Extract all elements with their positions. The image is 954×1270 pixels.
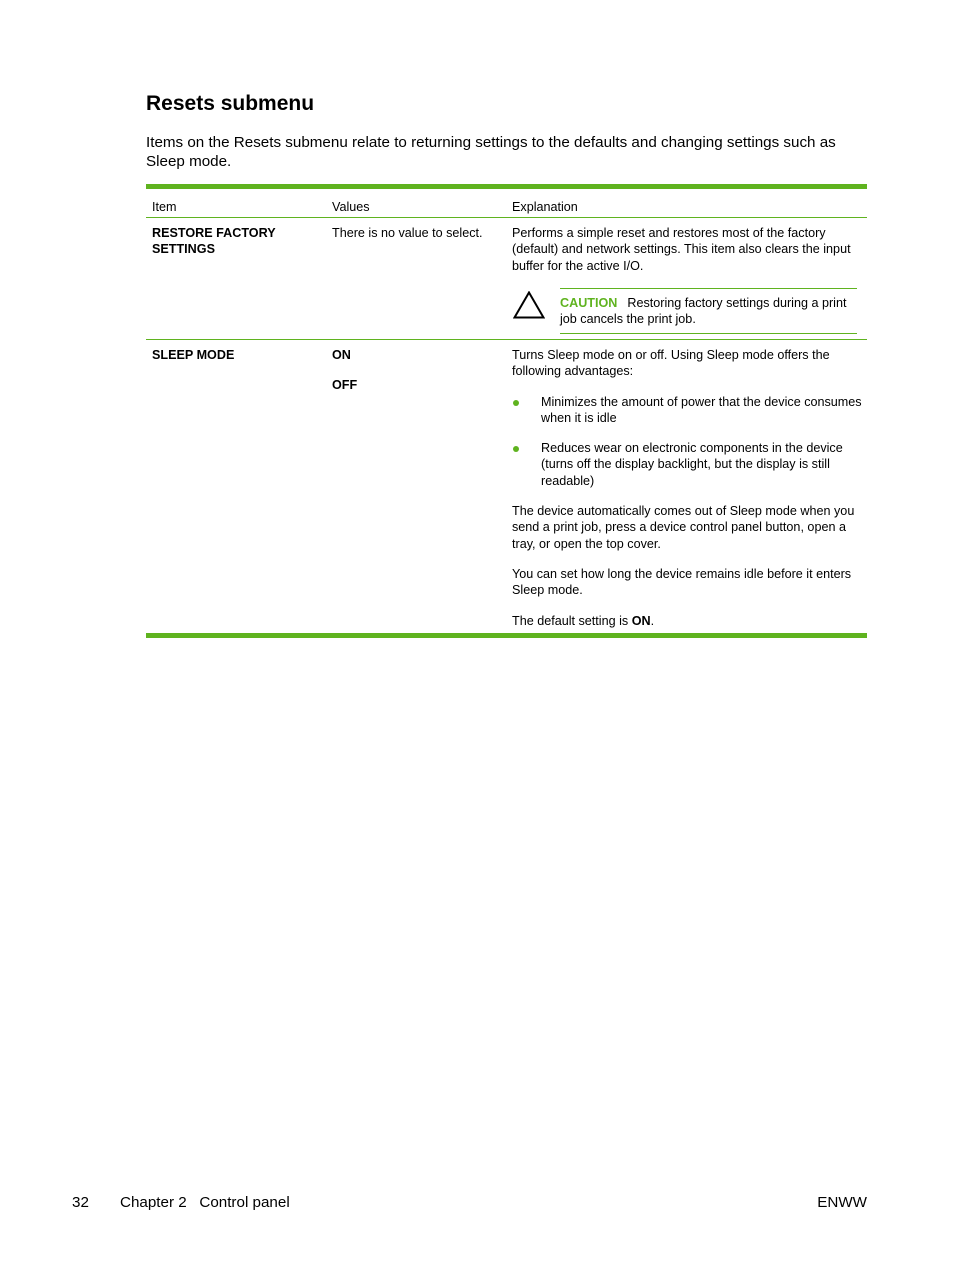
explanation-intro: Turns Sleep mode on or off. Using Sleep mode offers the following advantages: xyxy=(512,348,830,379)
page-number: 32 xyxy=(72,1194,89,1211)
explanation-cell xyxy=(512,347,862,643)
header-values: Values xyxy=(332,200,370,214)
caution-text-block xyxy=(560,295,860,328)
item-label-line: SETTINGS xyxy=(152,242,215,257)
default-value: ON xyxy=(631,613,651,628)
item-restore-factory-settings xyxy=(152,225,322,258)
default-suffix: . xyxy=(650,613,655,628)
bullet-icon xyxy=(513,446,519,452)
table-header-row xyxy=(146,189,867,218)
item-sleep-mode: SLEEP MODE xyxy=(152,348,235,362)
value-off: OFF xyxy=(332,378,358,393)
caution-note xyxy=(512,288,862,334)
table-row xyxy=(146,218,867,340)
header-item: Item xyxy=(152,200,177,214)
value-on: ON xyxy=(332,348,351,362)
footer-enww: ENWW xyxy=(817,1194,867,1211)
explanation-text: Performs a simple reset and restores most of the factory (default) and network settings. This item also clears the input buffer for the active I/O. xyxy=(512,226,851,273)
table-row xyxy=(146,340,867,633)
resets-table xyxy=(146,184,867,638)
intro-paragraph: Items on the Resets submenu relate to returning settings to the defaults and changing settings such as Sleep mode. xyxy=(146,134,836,170)
explanation-paragraph: You can set how long the device remains idle before it enters Sleep mode. xyxy=(512,566,852,598)
bullet-text: Reduces wear on electronic components in the device (turns off the display backlight, but the display is still readable) xyxy=(541,441,843,488)
default-prefix: The default setting is xyxy=(512,613,632,628)
list-item xyxy=(512,440,862,489)
bullet-icon xyxy=(513,400,519,406)
explanation-cell xyxy=(512,225,862,334)
explanation-paragraph: The device automatically comes out of Sleep mode when you send a print job, press a device control panel button, open a tray, or open the top cover. xyxy=(512,504,855,551)
caution-label: CAUTION xyxy=(560,295,618,310)
page-title: Resets submenu xyxy=(146,92,315,115)
list-item xyxy=(512,394,862,427)
warning-triangle-icon xyxy=(513,291,545,319)
bullet-text: Minimizes the amount of power that the device consumes when it is idle xyxy=(541,394,862,425)
chapter-title: Chapter 2 Control panel xyxy=(120,1194,290,1211)
values-cell xyxy=(332,347,502,394)
value-text: There is no value to select. xyxy=(332,226,483,240)
caution-message: Restoring factory settings during a print job cancels the print job. xyxy=(560,295,847,327)
item-label-line: RESTORE FACTORY xyxy=(152,226,276,240)
header-explanation: Explanation xyxy=(512,200,578,214)
default-setting-text xyxy=(512,613,862,629)
